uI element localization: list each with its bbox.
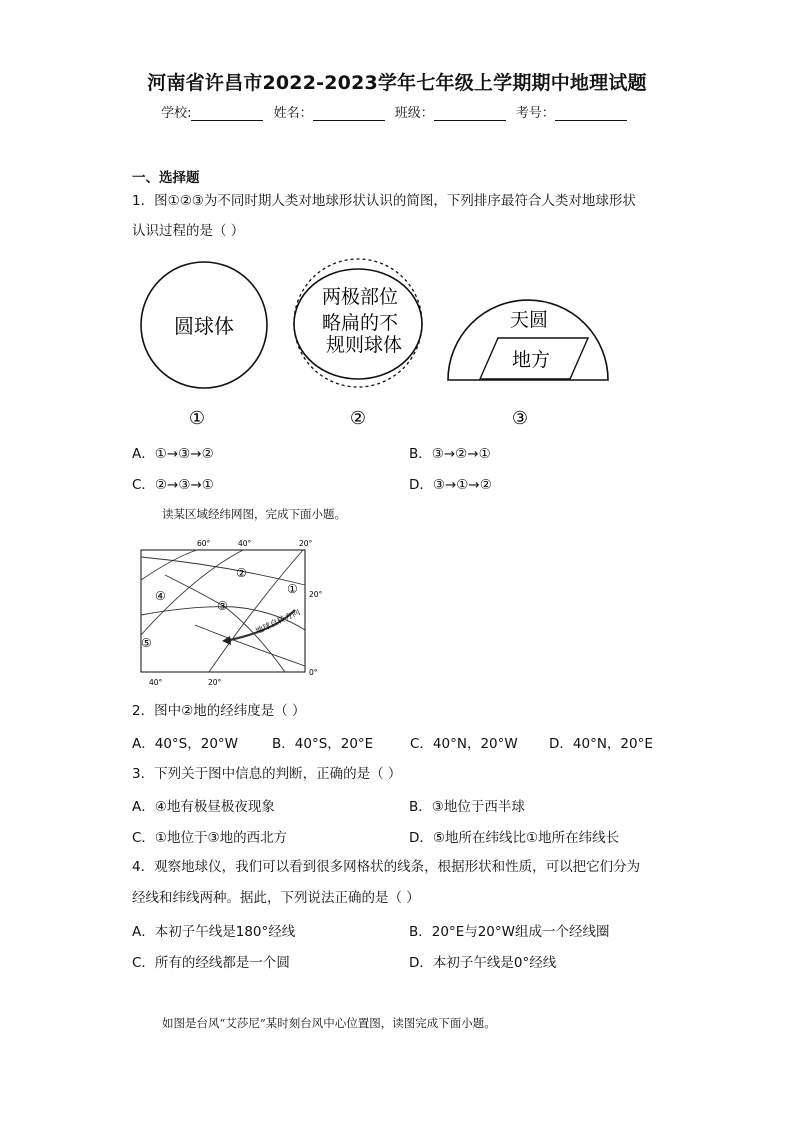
map-label-40-top: 40° xyxy=(238,539,252,548)
q3-option-c[interactable]: C．①地位于③地的西北方 xyxy=(132,830,288,846)
q1-option-c[interactable]: C．②→③→① xyxy=(132,477,214,493)
map-point-1: ① xyxy=(287,582,298,596)
q3-stem: 3．下列关于图中信息的判断，正确的是（ ） xyxy=(132,766,402,782)
figure-label-1: ① xyxy=(188,408,206,429)
map-point-2: ② xyxy=(236,566,247,580)
number-blank[interactable] xyxy=(555,108,627,121)
q3-option-b[interactable]: B．③地位于西半球 xyxy=(409,799,525,815)
school-blank[interactable] xyxy=(191,108,263,121)
map-label-0-right: 0° xyxy=(309,668,318,677)
latitude-60-arc xyxy=(141,550,197,580)
sphere-text: 圆球体 xyxy=(174,314,234,338)
q1-stem-line2: 认识过程的是（ ） xyxy=(132,223,245,239)
q4-option-d[interactable]: D．本初子午线是0°经线 xyxy=(409,955,557,971)
q2-option-c[interactable]: C．40°N，20°W xyxy=(410,736,518,752)
name-blank[interactable] xyxy=(313,108,385,121)
number-label: 考号： xyxy=(515,106,555,121)
map-label-40-bottom: 40° xyxy=(149,678,163,687)
q2-option-a[interactable]: A．40°S，20°W xyxy=(132,736,239,752)
dome-text: 天圆 xyxy=(509,309,549,331)
figure-label-2: ② xyxy=(349,408,367,429)
map-label-60: 60° xyxy=(197,539,211,548)
graticule-map xyxy=(135,535,335,690)
class-label: 班级： xyxy=(394,106,434,121)
ellipse-text-line1: 两极部位 xyxy=(321,286,399,308)
rotation-label: 地球自转方向 xyxy=(254,607,302,636)
map-intro-note: 读某区域经纬网图，完成下面小题。 xyxy=(162,507,346,521)
map-point-5: ⑤ xyxy=(141,636,152,650)
ellipse-text-line2: 略扁的不 xyxy=(321,312,399,334)
meridian-1 xyxy=(141,557,305,585)
q3-option-d[interactable]: D．⑤地所在纬线比①地所在纬线长 xyxy=(409,830,620,846)
q1-option-a[interactable]: A．①→③→② xyxy=(132,446,214,462)
q2-option-d[interactable]: D．40°N，20°E xyxy=(549,736,653,752)
q1-stem-line1: 1．图①②③为不同时期人类对地球形状认识的简图，下列排序最符合人类对地球形状 xyxy=(132,193,636,209)
q4-stem-line2: 经线和纬线两种。据此，下列说法正确的是（ ） xyxy=(132,890,420,906)
page-title: 河南省许昌市2022-2023学年七年级上学期期中地理试题 xyxy=(147,72,647,94)
earth-shape-figure xyxy=(130,250,630,435)
meridian-3 xyxy=(195,625,305,666)
q3-option-a[interactable]: A．④地有极昼极夜现象 xyxy=(132,799,275,815)
figure-label-3: ③ xyxy=(511,408,529,429)
q1-option-b[interactable]: B．③→②→① xyxy=(409,446,491,462)
class-blank[interactable] xyxy=(434,108,506,121)
q1-option-d[interactable]: D．③→①→② xyxy=(409,477,492,493)
school-label: 学校: xyxy=(161,106,192,121)
map-point-4: ④ xyxy=(155,589,166,603)
q4-stem-line1: 4．观察地球仪，我们可以看到很多网格状的线条，根据形状和性质，可以把它们分为 xyxy=(132,859,641,875)
q4-option-c[interactable]: C．所有的经线都是一个圆 xyxy=(132,955,290,971)
q2-option-b[interactable]: B．40°S，20°E xyxy=(272,736,374,752)
q4-option-a[interactable]: A．本初子午线是180°经线 xyxy=(132,924,296,940)
ellipse-text-line3: 规则球体 xyxy=(325,334,403,356)
q2-stem: 2．图中②地的经纬度是（ ） xyxy=(132,703,306,719)
name-label: 姓名： xyxy=(273,106,313,121)
map-point-3: ③ xyxy=(217,599,228,613)
typhoon-intro-note: 如图是台风“艾莎尼”某时刻台风中心位置图，读图完成下面小题。 xyxy=(162,1016,496,1030)
student-info-line xyxy=(0,102,794,121)
section-title: 一、选择题 xyxy=(132,170,200,186)
map-label-20-bottom: 20° xyxy=(208,678,222,687)
map-label-20-right: 20° xyxy=(309,590,323,599)
map-label-20-top: 20° xyxy=(299,539,313,548)
q4-option-b[interactable]: B．20°E与20°W组成一个经线圈 xyxy=(409,924,610,940)
earth-text: 地方 xyxy=(511,349,551,371)
